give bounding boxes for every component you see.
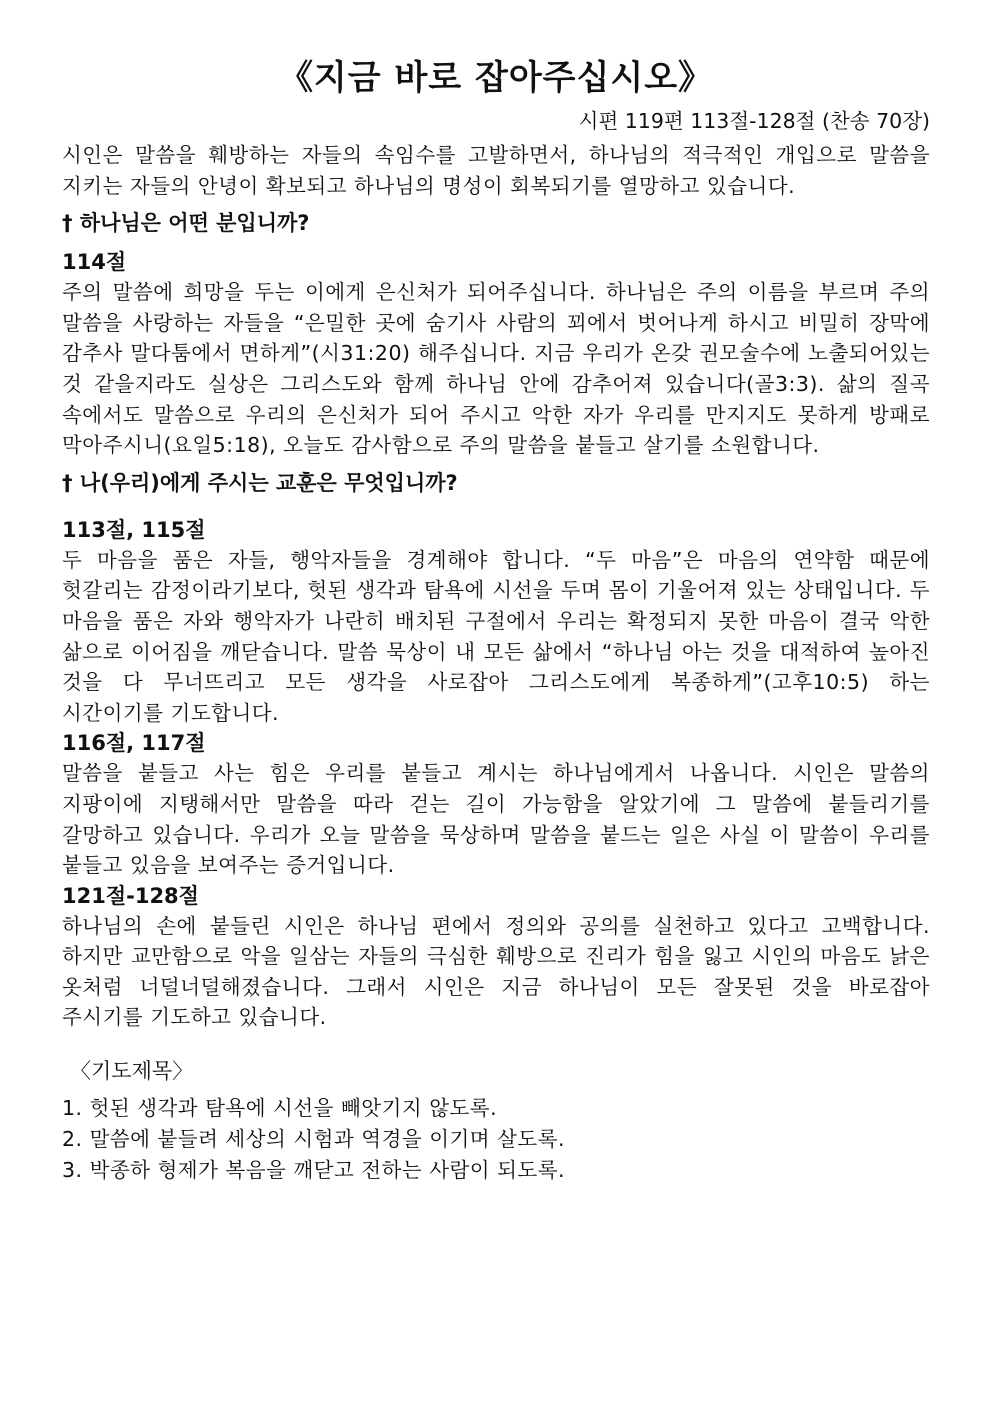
section-paragraph: 주의 말씀에 희망을 두는 이에게 은신처가 되어주십니다. 하나님은 주의 이름을 부르며 주의 말씀을 사랑하는 자들을 “은밀한 곳에 숨기사 사람의 꾀에서 벗어나게 하시고 비밀히 장막에 감추사 말다툼에서 면하게”(시31:20) 해주십니다. 지금 우리가 온갖 권모술수에 노출되어있는 것 같을지라도 실상은 그리스도와 함께 하나님 안에 감추어져 있습니다(골3:3). 삶의 질곡 속에서도 말씀으로 우리의 은신처가 되어 주시고 악한 자가 우리를 만지지도 못하게 방패로 막아주시니(요일5:18), 오늘도 감사함으로 주의 말씀을 붙들고 살기를 소원합니다. [62, 280, 930, 458]
verse-label: 114절 [62, 250, 127, 275]
scripture-reference: 시편 119편 113절-128절 (찬송 70장) [578, 109, 930, 133]
document-page [62, 38, 930, 1186]
prayer-item: 1. 헛된 생각과 탐욕에 시선을 빼앗기지 않도록. [62, 1096, 498, 1121]
verse-label: 121절-128절 [62, 883, 199, 908]
section-paragraph: 말씀을 붙들고 사는 힘은 우리를 붙들고 계시는 하나님에게서 나옵니다. 시인은 말씀의 지팡이에 지탱해서만 말씀을 따라 걷는 길이 가능함을 알았기에 그 말씀에 붙들리기를 갈망하고 있습니다. 우리가 오늘 말씀을 묵상하며 말씀을 붙드는 일은 사실 이 말씀이 우리를 붙들고 있음을 보여주는 증거입니다. [62, 761, 930, 878]
intro-paragraph: 시인은 말씀을 훼방하는 자들의 속임수를 고발하면서, 하나님의 적극적인 개입으로 말씀을 지키는 자들의 안녕이 확보되고 하나님의 명성이 회복되기를 열망하고 있습니다. [62, 143, 930, 198]
section-heading-lesson: † 나(우리)에게 주시는 교훈은 무엇입니까? [62, 470, 458, 495]
prayer-item: 3. 박종하 형제가 복음을 깨닫고 전하는 사람이 되도록. [62, 1158, 566, 1183]
prayer-list-title: 〈기도제목〉 [70, 1059, 194, 1084]
section-paragraph: 두 마음을 품은 자들, 행악자들을 경계해야 합니다. “두 마음”은 마음의 연약함 때문에 헛갈리는 감정이라기보다, 헛된 생각과 탐욕에 시선을 두며 몸이 기울어져 있는 상태입니다. 두 마음을 품은 자와 행악자가 나란히 배치된 구절에서 우리는 확정되지 못한 마음이 결국 악한 삶으로 이어짐을 깨닫습니다. 말씀 묵상이 내 모든 삶에서 “하나님 아는 것을 대적하여 높아진 것을 다 무너뜨리고 모든 생각을 사로잡아 그리스도에게 복종하게”(고후10:5) 하는 시간이기를 기도합니다. [62, 547, 930, 725]
prayer-item: 2. 말씀에 붙들려 세상의 시험과 역경을 이기며 살도록. [62, 1127, 566, 1152]
verse-label: 113절, 115절 [62, 517, 206, 542]
section-paragraph: 하나님의 손에 붙들린 시인은 하나님 편에서 정의와 공의를 실천하고 있다고 고백합니다. 하지만 교만함으로 악을 일삼는 자들의 극심한 훼방으로 진리가 힘을 잃고 시인의 마음도 낡은 옷처럼 너덜너덜해졌습니다. 그래서 시인은 지금 하나님이 모든 잘못된 것을 바로잡아 주시기를 기도하고 있습니다. [62, 913, 930, 1030]
verse-label: 116절, 117절 [62, 731, 206, 756]
page-title: 《지금 바로 잡아주십시오》 [278, 58, 714, 98]
section-heading-who-is-god: † 하나님은 어떤 분입니까? [62, 211, 310, 236]
